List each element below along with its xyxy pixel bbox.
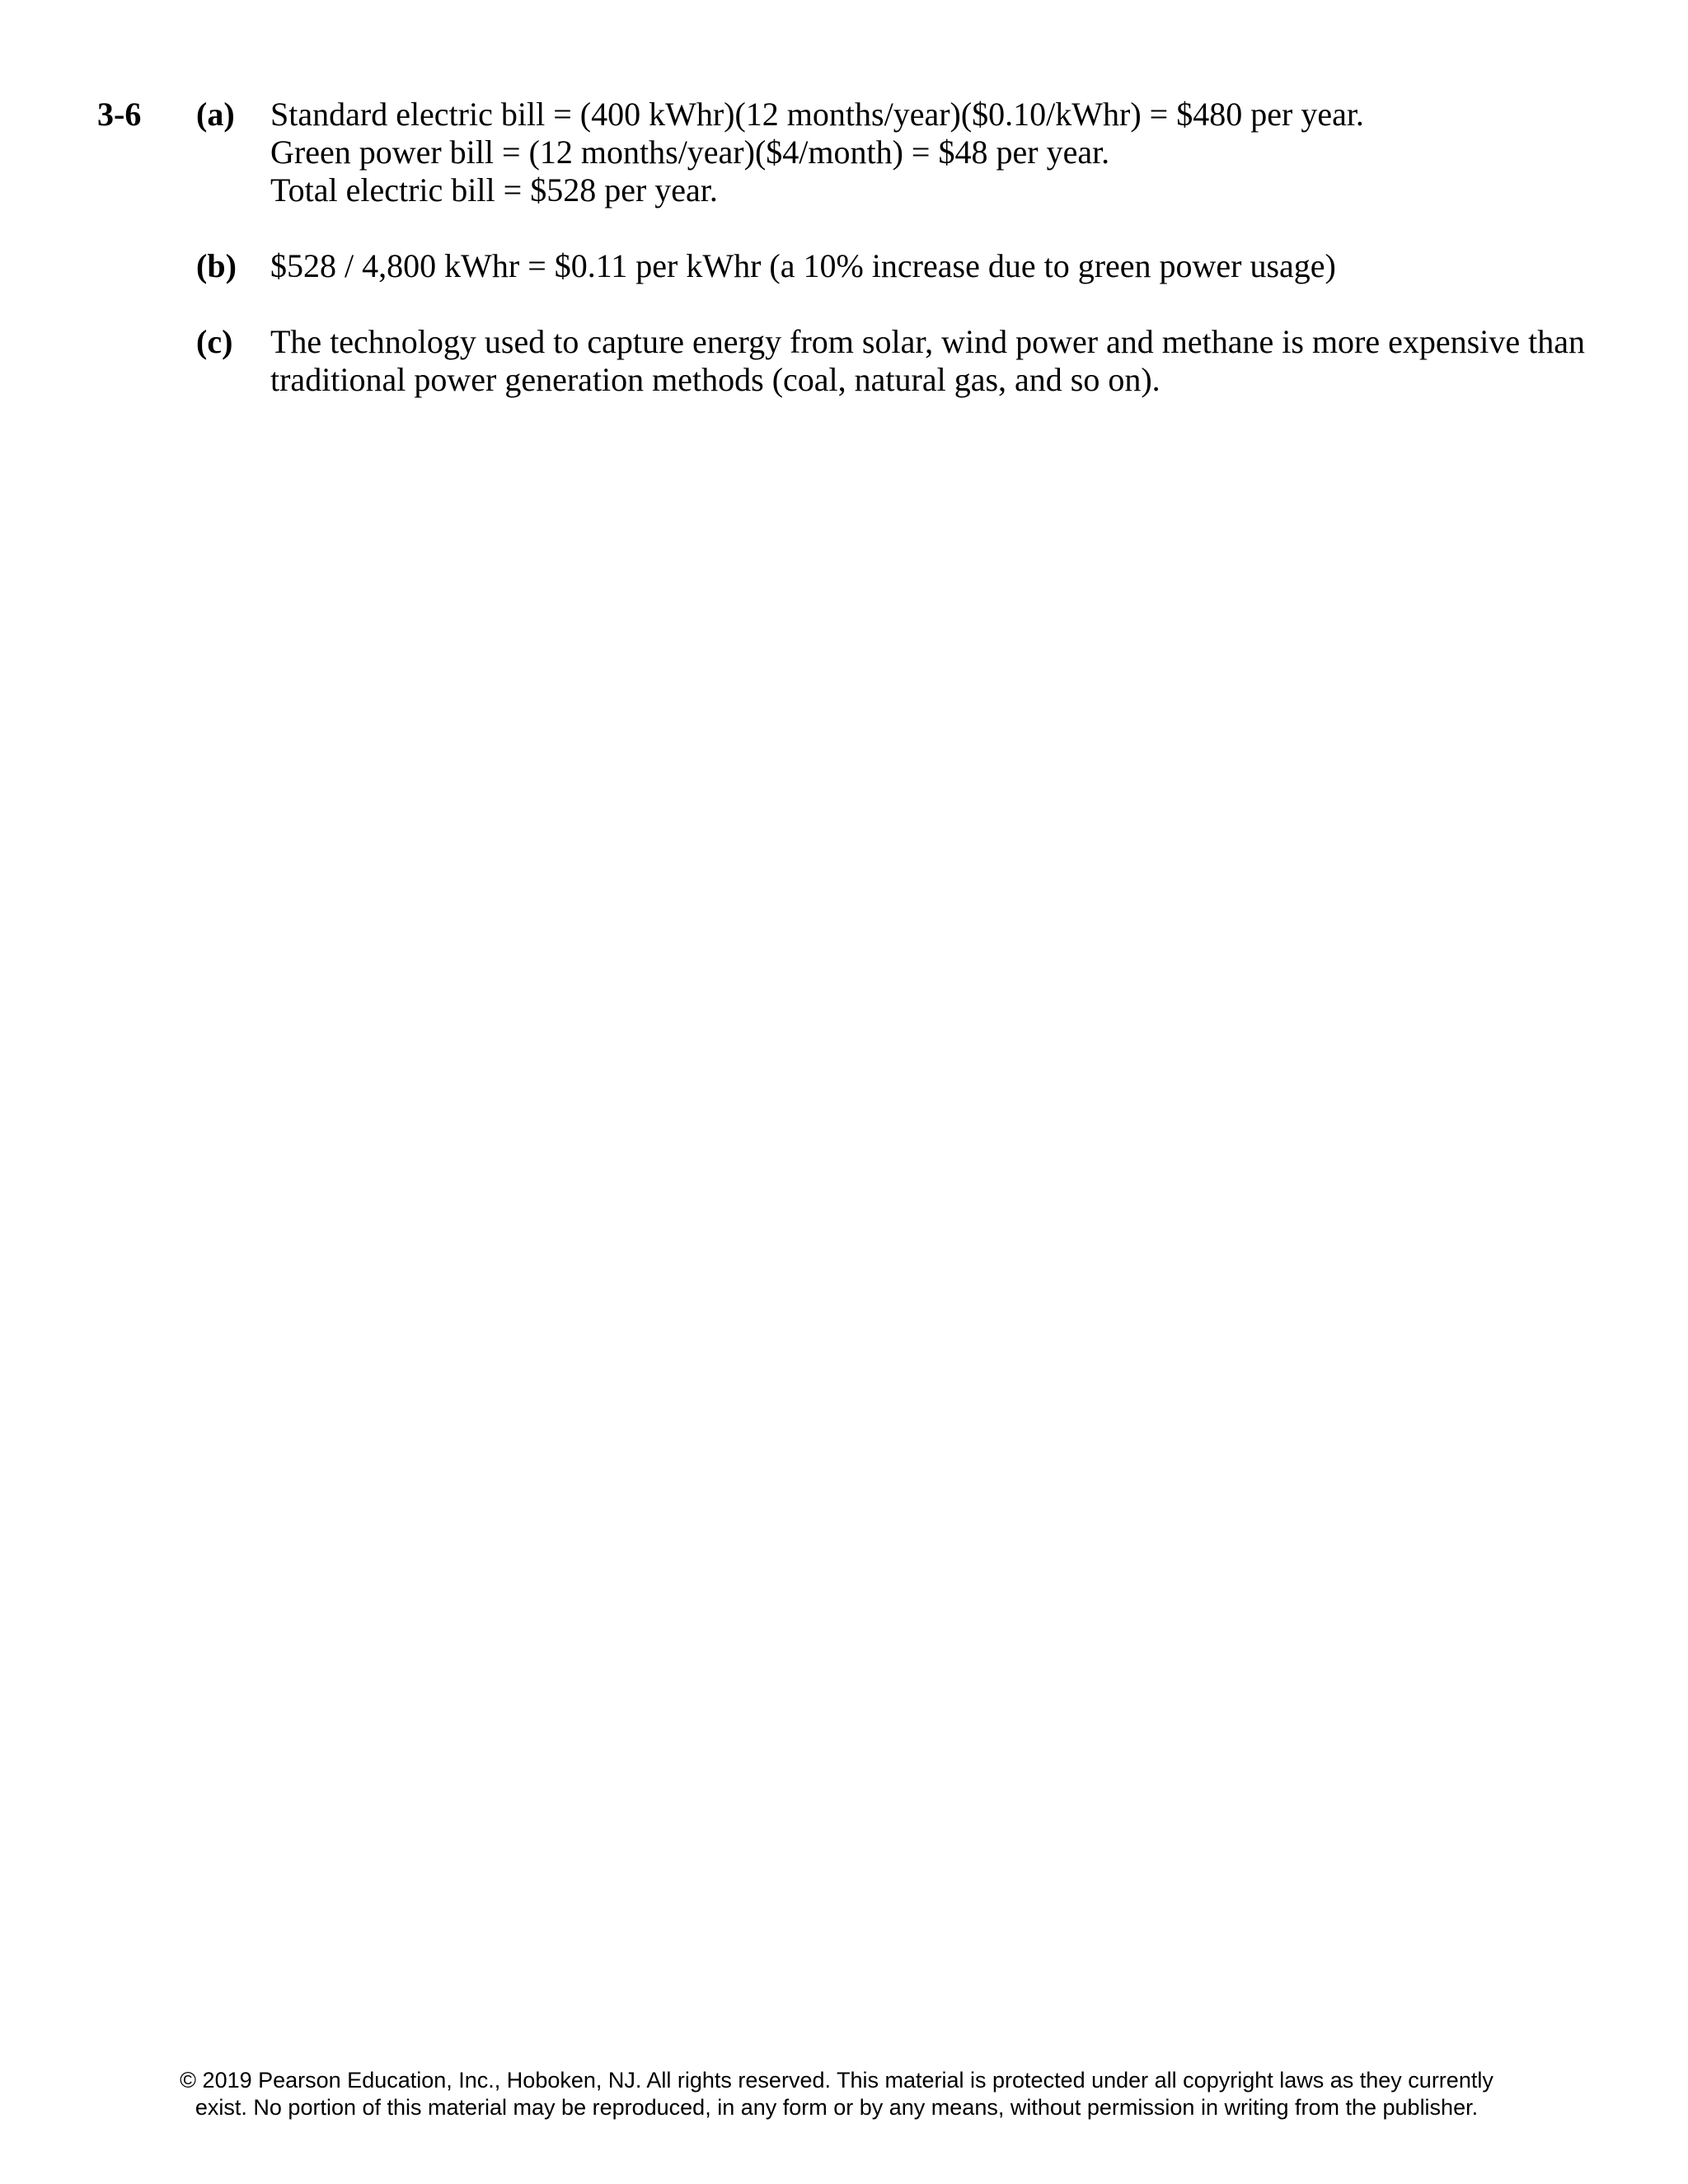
- answer-line: Standard electric bill = (400 kWhr)(12 months/year)($0.10/kWhr) = $480 per year.: [270, 96, 1364, 133]
- footer-line: © 2019 Pearson Education, Inc., Hoboken, NJ. All rights reserved. This material is protected under all copyright laws as they currently: [180, 2068, 1493, 2093]
- answer-line: Green power bill = (12 months/year)($4/month) = $48 per year.: [270, 134, 1110, 171]
- part-label: (b): [196, 247, 237, 284]
- answer-line: The technology used to capture energy from solar, wind power and methane is more expensive than: [270, 323, 1585, 360]
- part-body: [270, 247, 1622, 285]
- part-label: (c): [196, 323, 233, 360]
- part-body: [270, 323, 1622, 399]
- part-body: [270, 96, 1622, 209]
- copyright-footer: [99, 2067, 1574, 2121]
- answer-line: traditional power generation methods (coal, natural gas, and so on).: [270, 361, 1160, 398]
- problem-number: 3-6: [97, 96, 142, 133]
- footer-line: exist. No portion of this material may be reproduced, in any form or by any means, without permission in writing from the publisher.: [195, 2095, 1479, 2120]
- answer-line: Total electric bill = $528 per year.: [270, 171, 718, 209]
- part-label: (a): [196, 96, 235, 133]
- answer-line: $528 / 4,800 kWhr = $0.11 per kWhr (a 10% increase due to green power usage): [270, 247, 1336, 284]
